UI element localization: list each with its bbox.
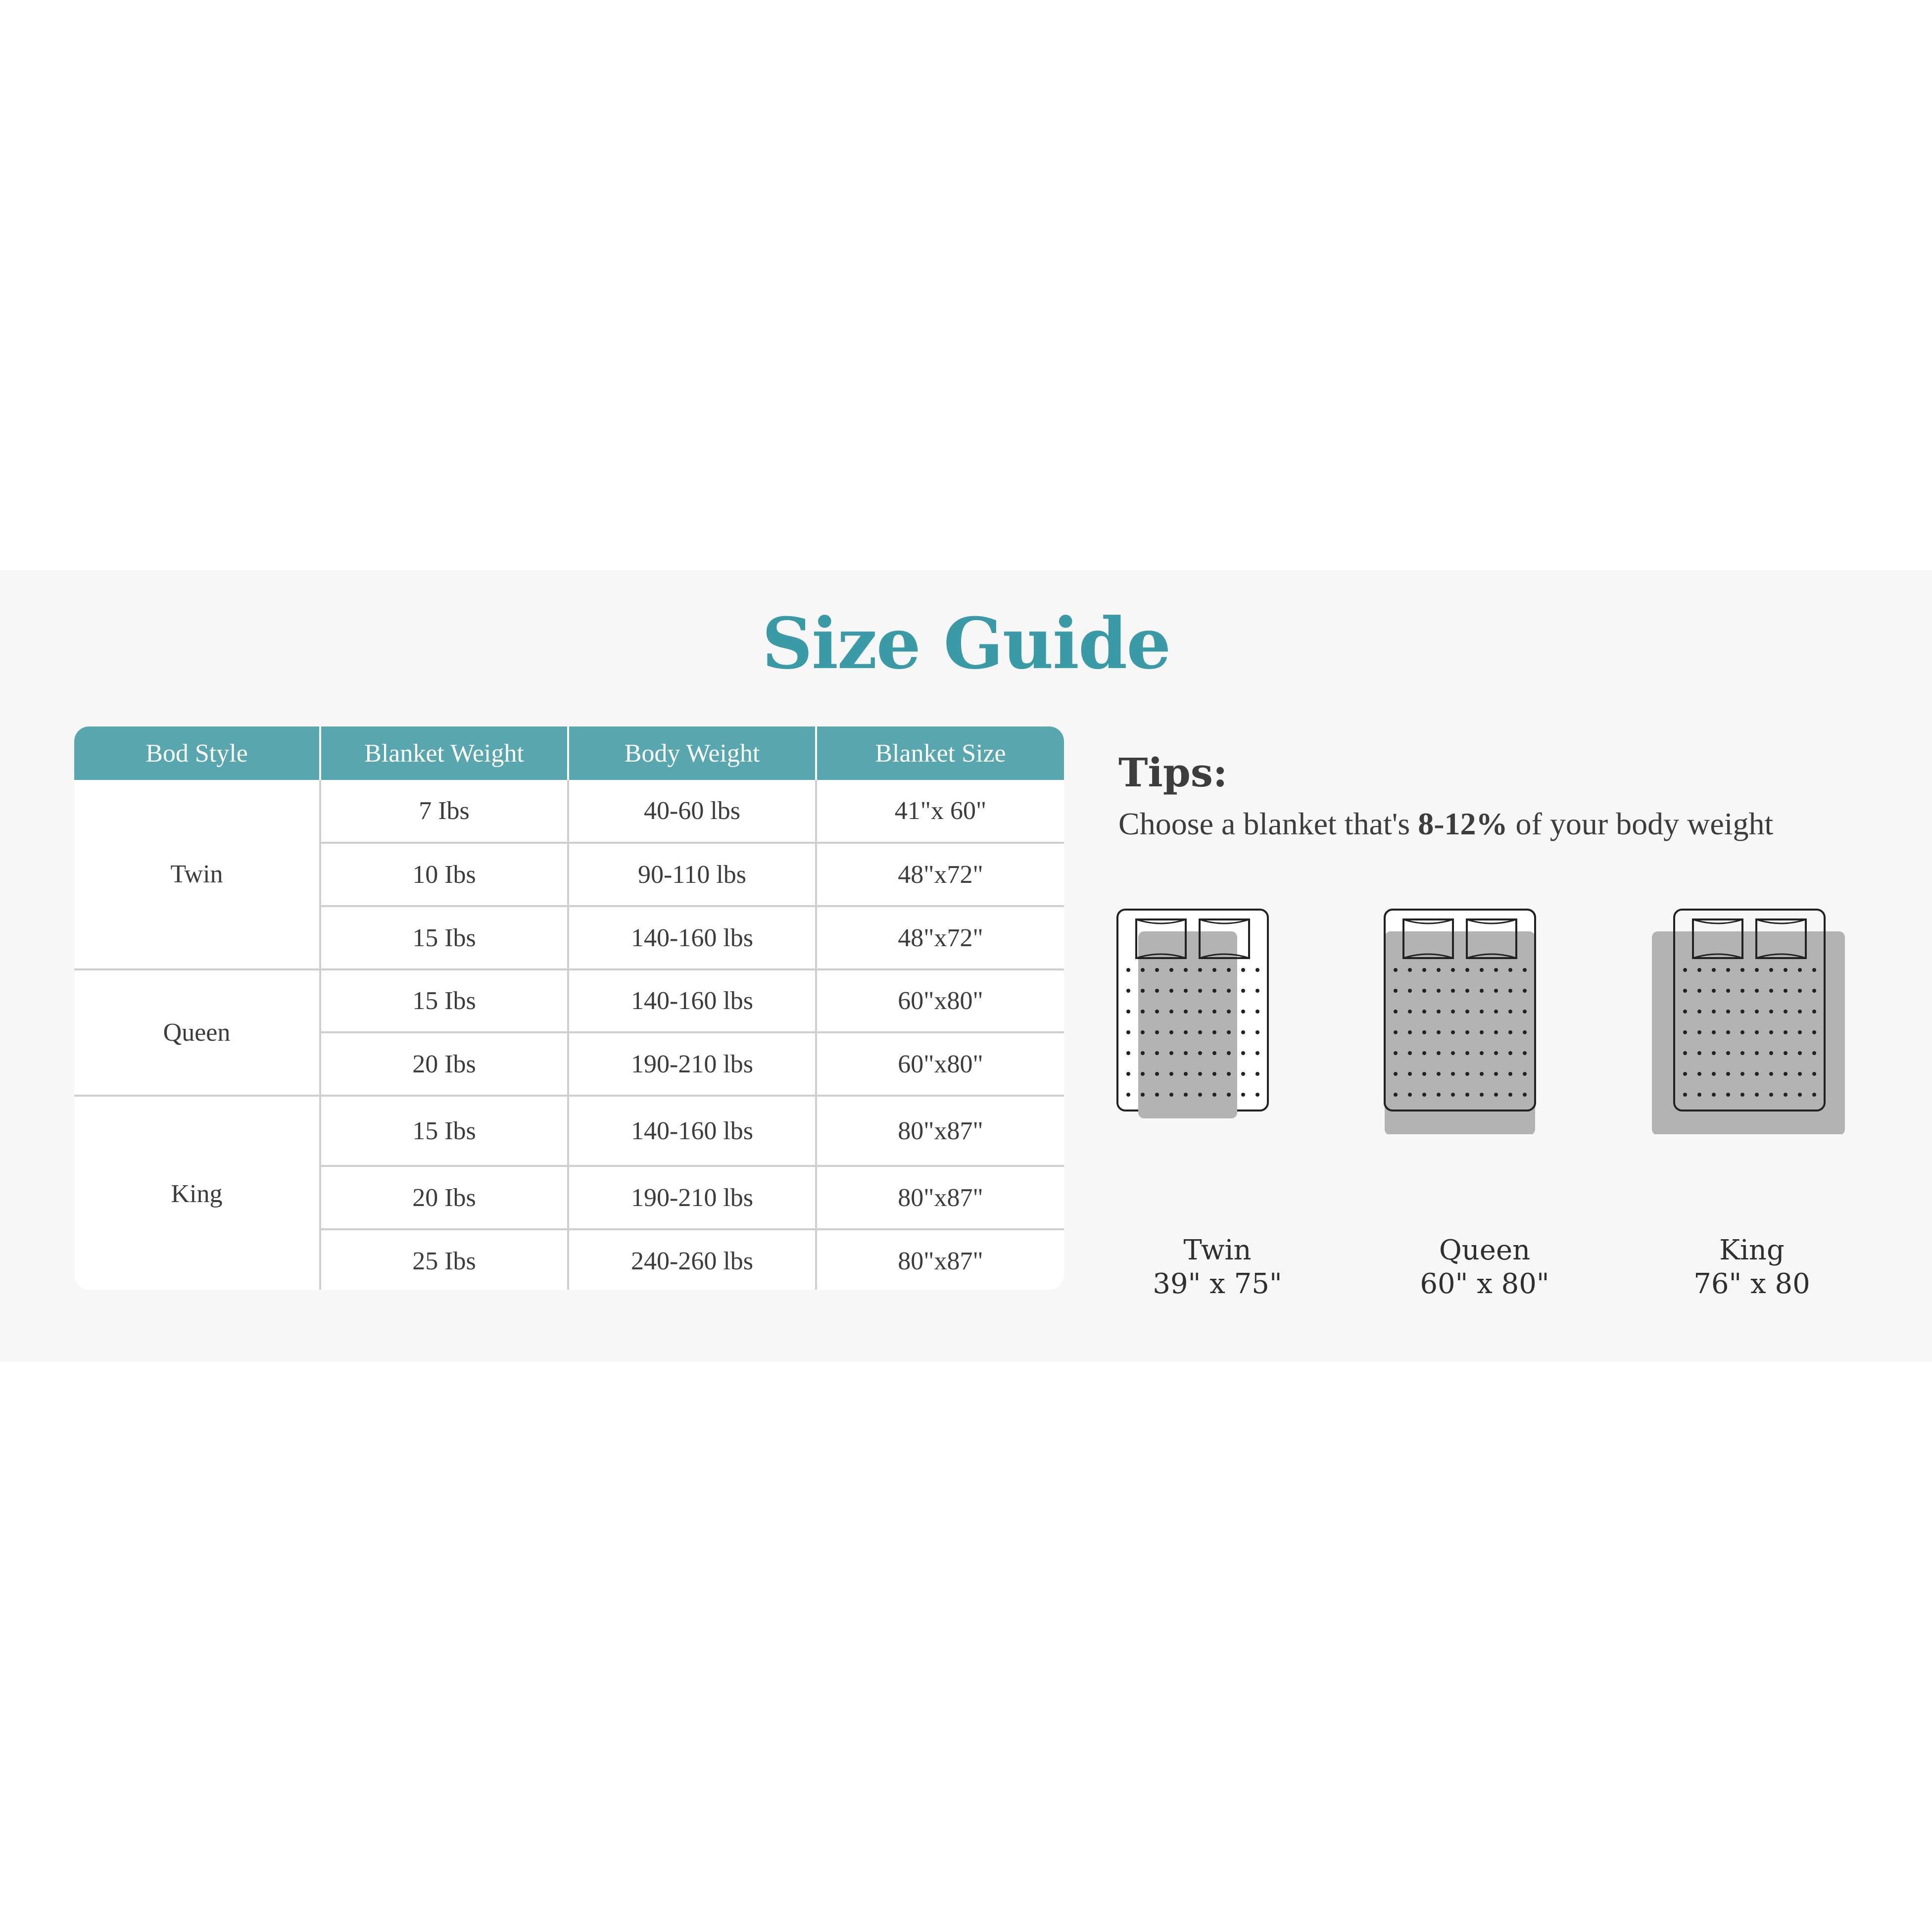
blanket-weight-cell: 25 Ibs — [320, 1229, 568, 1290]
body-weight-cell: 240-260 lbs — [568, 1229, 816, 1290]
blanket-weight-cell: 15 Ibs — [320, 969, 568, 1032]
queen-bed-icon — [1381, 907, 1589, 1134]
table-row — [74, 1096, 1064, 1166]
size-guide-panel — [0, 570, 1932, 1362]
blanket-weight-cell: 20 Ibs — [320, 1032, 568, 1096]
blanket-size-cell: 80"x87" — [816, 1096, 1064, 1166]
body-weight-cell: 140-160 lbs — [568, 1096, 816, 1166]
bed-diagram-twin — [1113, 907, 1321, 1300]
tips-text-bold: 8-12% — [1418, 806, 1508, 841]
body-weight-cell: 90-110 lbs — [568, 843, 816, 906]
tips-heading: Tips: — [1118, 749, 1228, 796]
header-blanket-size: Blanket Size — [816, 726, 1064, 780]
body-weight-cell: 40-60 lbs — [568, 780, 816, 843]
header-bed-style: Bod Style — [74, 726, 320, 780]
tips-text-after: of your body weight — [1507, 806, 1774, 841]
bed-size-queen: 60" x 80" — [1420, 1268, 1549, 1300]
bed-style-cell: King — [74, 1096, 320, 1290]
bed-style-cell: Twin — [74, 780, 320, 969]
size-table-container — [74, 726, 1064, 1290]
bed-diagram-queen — [1381, 907, 1589, 1300]
bed-size-twin: 39" x 75" — [1153, 1268, 1282, 1300]
body-weight-cell: 190-210 lbs — [568, 1166, 816, 1229]
table-row — [74, 780, 1064, 843]
body-weight-cell: 190-210 lbs — [568, 1032, 816, 1096]
bed-style-cell: Queen — [74, 969, 320, 1096]
bed-name-queen: Queen — [1439, 1234, 1531, 1266]
header-body-weight: Body Weight — [568, 726, 816, 780]
body-weight-cell: 140-160 lbs — [568, 969, 816, 1032]
king-bed-icon — [1648, 907, 1856, 1134]
body-weight-cell: 140-160 lbs — [568, 906, 816, 969]
blanket-size-cell: 48"x72" — [816, 906, 1064, 969]
blanket-size-cell: 48"x72" — [816, 843, 1064, 906]
blanket-weight-cell: 15 Ibs — [320, 1096, 568, 1166]
bed-size-king: 76" x 80 — [1693, 1268, 1810, 1300]
blanket-weight-cell: 20 Ibs — [320, 1166, 568, 1229]
blanket-size-cell: 41"x 60" — [816, 780, 1064, 843]
bed-name-king: King — [1719, 1234, 1785, 1266]
blanket-weight-cell: 7 Ibs — [320, 780, 568, 843]
tips-text — [1118, 806, 1773, 842]
twin-bed-icon — [1113, 907, 1321, 1134]
blanket-weight-cell: 15 Ibs — [320, 906, 568, 969]
page-title: Size Guide — [762, 603, 1170, 685]
blanket-weight-cell: 10 Ibs — [320, 843, 568, 906]
size-table — [74, 726, 1064, 1290]
table-header-row — [74, 726, 1064, 780]
header-blanket-weight: Blanket Weight — [320, 726, 568, 780]
blanket-size-cell: 80"x87" — [816, 1166, 1064, 1229]
bed-diagram-king — [1648, 907, 1856, 1300]
blanket-size-cell: 60"x80" — [816, 1032, 1064, 1096]
bed-name-twin: Twin — [1183, 1234, 1252, 1266]
blanket-size-cell: 60"x80" — [816, 969, 1064, 1032]
blanket-size-cell: 80"x87" — [816, 1229, 1064, 1290]
tips-text-before: Choose a blanket that's — [1118, 806, 1418, 841]
table-row — [74, 969, 1064, 1032]
